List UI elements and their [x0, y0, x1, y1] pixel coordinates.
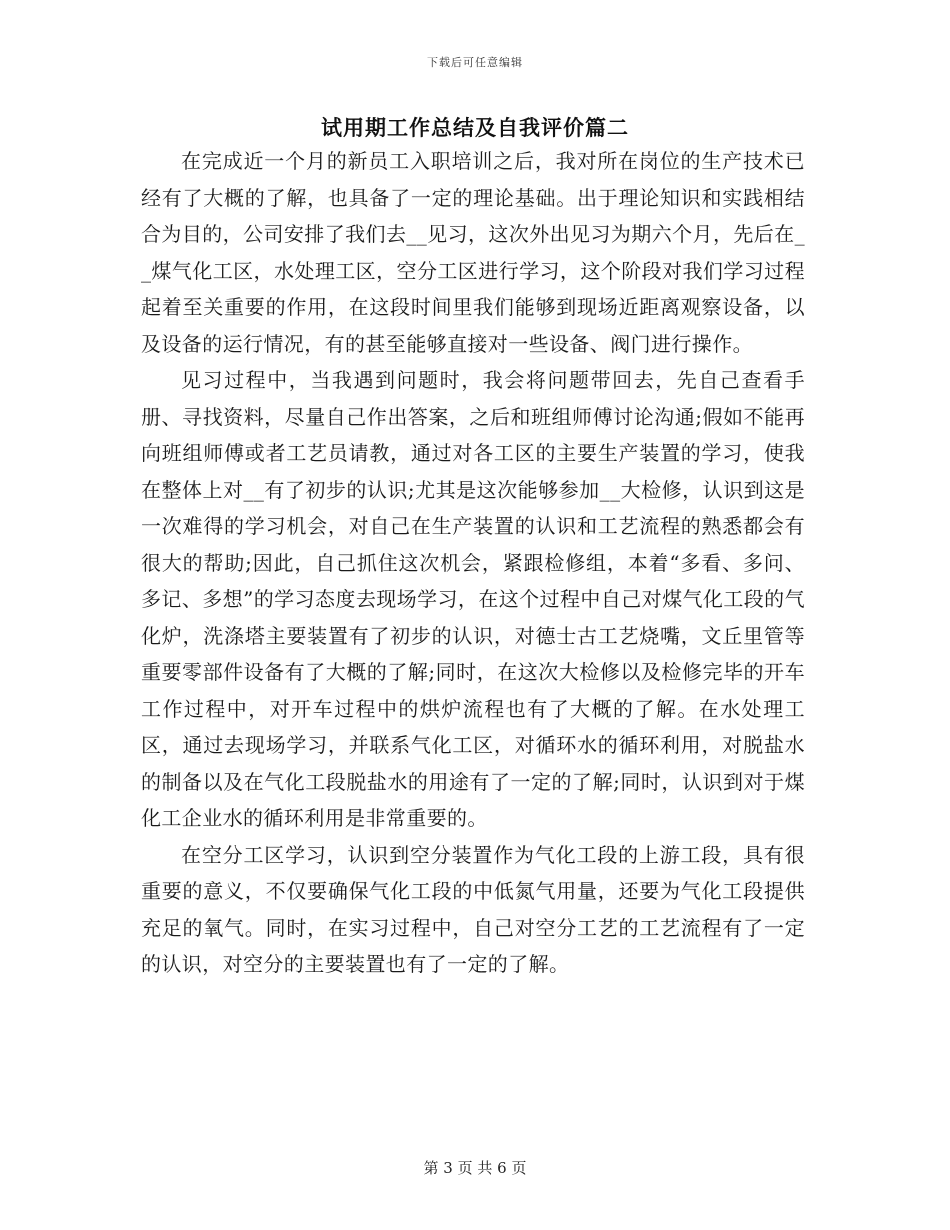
paragraph-3: 在空分工区学习，认识到空分装置作为气化工段的上游工段，具有很重要的意义，不仅要确保气化工段的中低氮气用量，还要为气化工段提供充足的氧气。同时，在实习过程中，自己对空分工艺的工艺流程有了一定的认识，对空分的主要装置也有了一定的了解。	[141, 842, 805, 976]
paragraph-1: 在完成近一个月的新员工入职培训之后，我对所在岗位的生产技术已经有了大概的了解，也具备了一定的理论基础。出于理论知识和实践相结合为目的，公司安排了我们去__见习，这次外出见习为期六个月，先后在__煤气化工区，水处理工区，空分工区进行学习，这个阶段对我们学习过程起着至关重要的作用，在这段时间里我们能够到现场近距离观察设备，以及设备的运行情况，有的甚至能够直接对一些设备、阀门进行操作。	[141, 149, 805, 356]
paragraph-2: 见习过程中，当我遇到问题时，我会将问题带回去，先自己查看手册、寻找资料，尽量自己作出答案，之后和班组师傅讨论沟通;假如不能再向班组师傅或者工艺员请教，通过对各工区的主要生产装置的学习，使我在整体上对__有了初步的认识;尤其是这次能够参加__大检修，认识到这是一次难得的学习机会，对自己在生产装置的认识和工艺流程的熟悉都会有很大的帮助;因此，自己抓住这次机会，紧跟检修组，本着“多看、多问、多记、多想”的学习态度去现场学习，在这个过程中自己对煤气化工段的气化炉，洗涤塔主要装置有了初步的认识，对德士古工艺烧嘴，文丘里管等重要零部件设备有了大概的了解;同时，在这次大检修以及检修完毕的开车工作过程中，对开车过程中的烘炉流程也有了大概的了解。在水处理工区，通过去现场学习，并联系气化工区，对循环水的循环利用，对脱盐水的制备以及在气化工段脱盐水的用途有了一定的了解;同时，认识到对于煤化工企业水的循环利用是非常重要的。	[141, 368, 805, 830]
document-title: 试用期工作总结及自我评价篇二	[321, 115, 629, 140]
page-number: 第 3 页 共 6 页	[423, 1159, 527, 1177]
document-body	[141, 143, 805, 983]
header-note: 下载后可任意编辑	[427, 56, 523, 69]
